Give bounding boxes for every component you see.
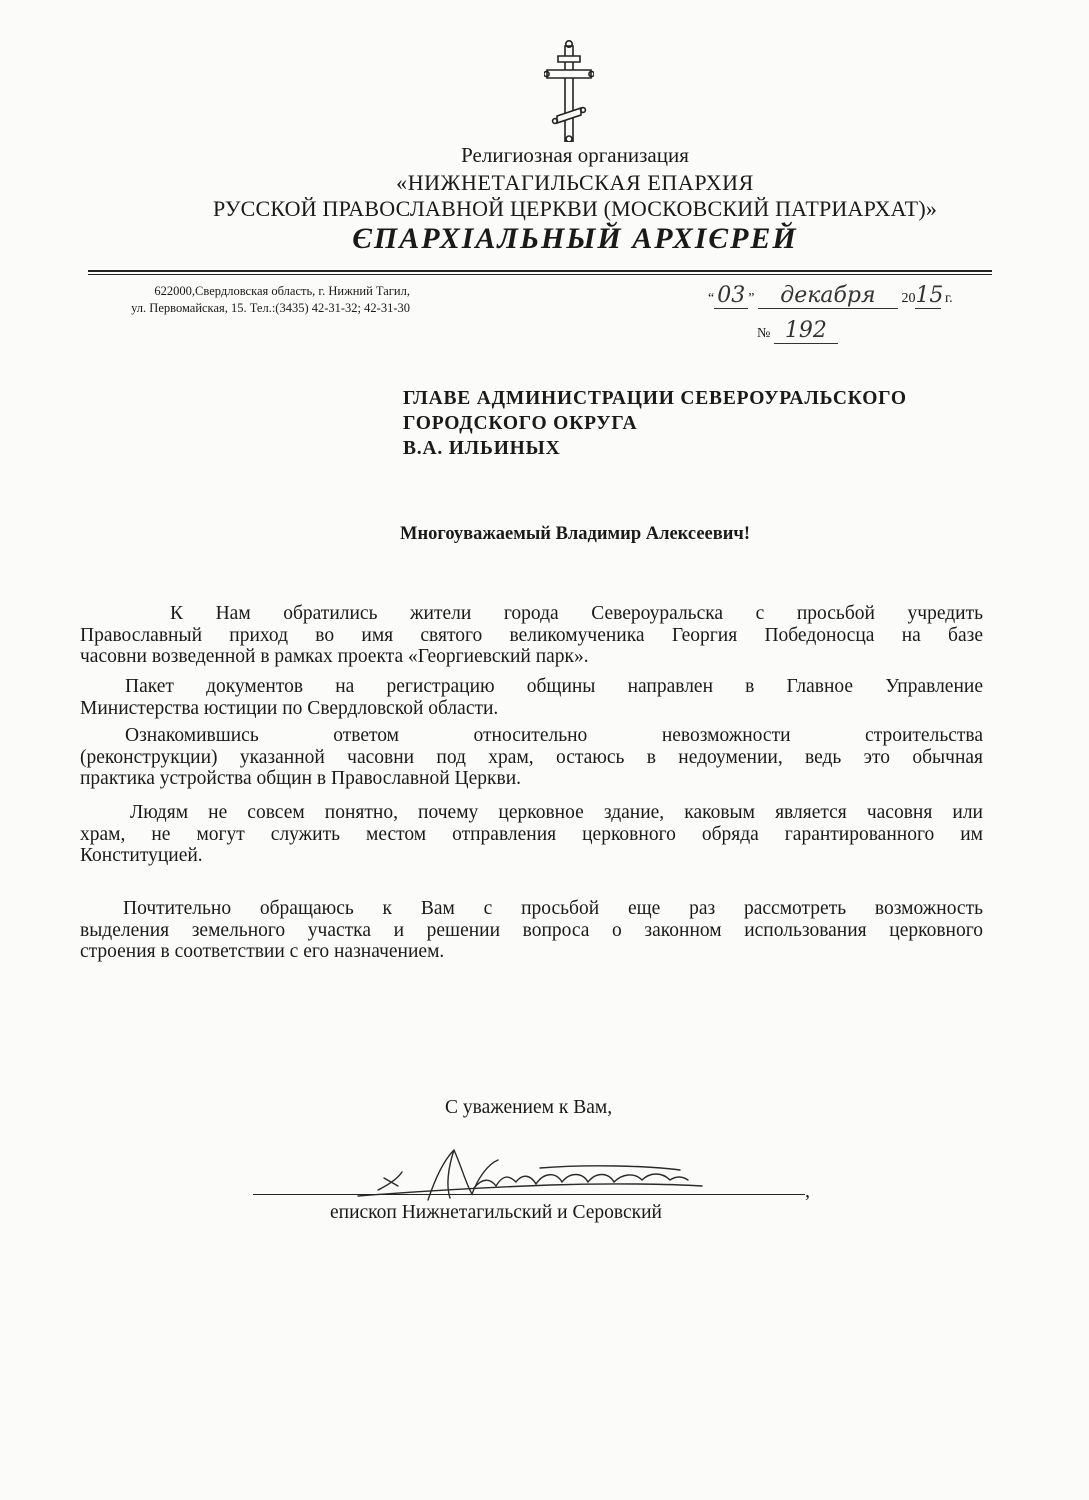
header-divider-thin <box>88 274 992 275</box>
letter-number <box>757 318 838 344</box>
number-label: № <box>757 326 771 341</box>
signer-title: епископ Нижнетагильский и Серовский <box>330 1202 662 1223</box>
paragraph-line: практика устройства общин в Православной Церкви. <box>80 768 522 789</box>
paragraph-line: Православный приход во имя святого великомученика Георгия Победоносца на базе <box>80 624 983 646</box>
paragraph-line: Почтительно обращаюсь к Вам с просьбой еще раз рассмотреть возможность <box>123 898 983 919</box>
date-year-suffix: 15 <box>915 283 944 308</box>
paragraph-3 <box>80 725 983 790</box>
address-line-2: ул. Первомайская, 15. Тел.:(3435) 42-31-32; 42-31-30 <box>131 301 410 315</box>
paragraph-4 <box>80 802 983 867</box>
paragraph-1 <box>80 603 983 668</box>
addressee-line-1: ГЛАВЕ АДМИНИСТРАЦИИ СЕВЕРОУРАЛЬСКОГО <box>403 388 907 409</box>
date-open-quote: “ <box>708 291 715 306</box>
letterhead-title: ЄПАРХІАЛЬНЫЙ АРХІЄРЕЙ <box>352 222 798 255</box>
handwritten-signature <box>350 1138 710 1208</box>
paragraph-line: часовни возведенной в рамках проекта «Георгиевский парк». <box>80 646 589 667</box>
paragraph-line: храм, не могут служить местом отправления церковного обряда гарантированного им <box>80 823 983 845</box>
paragraph-line: Министерства юстиции по Свердловской области. <box>80 697 499 719</box>
paragraph-line: Пакет документов на регистрацию общины направлен в Главное Управление <box>125 676 983 697</box>
paragraph-2 <box>80 676 983 719</box>
paragraph-line: Людям не совсем понятно, почему церковное здание, каковым является часовня или <box>130 802 983 823</box>
paragraph-line: Ознакомившись ответом относительно невозможности строительства <box>125 725 983 746</box>
org-name-line-2: РУССКОЙ ПРАВОСЛАВНОЙ ЦЕРКВИ (МОСКОВСКИЙ ПАТРИАРХАТ)» <box>212 196 938 221</box>
date-close-quote: ” <box>748 291 755 306</box>
org-name-line-1: «НИЖНЕТАГИЛЬСКАЯ ЕПАРХИЯ <box>396 170 754 195</box>
letter-date <box>708 283 998 309</box>
paragraph-line: строения в соответствии с его назначением. <box>80 941 445 962</box>
salutation: Многоуважаемый Владимир Алексеевич! <box>400 524 750 544</box>
addressee-line-3: В.А. ИЛЬИНЫХ <box>403 438 561 459</box>
number-value: 192 <box>774 318 838 344</box>
date-month: декабря <box>758 283 898 309</box>
addressee-line-2: ГОРОДСКОГО ОКРУГА <box>403 413 638 434</box>
org-type: Религиозная организация <box>461 143 689 167</box>
paragraph-line: (реконструкции) указанной часовни под храм, остаюсь в недоумении, ведь это обычная <box>80 746 983 768</box>
address-line-1: 622000,Свердловская область, г. Нижний Тагил, <box>154 284 410 298</box>
orthodox-cross-icon <box>544 40 594 142</box>
paragraph-line: К Нам обратились жители города Североуральска с просьбой учредить <box>170 603 983 624</box>
paragraph-5 <box>80 898 983 963</box>
signature-comma: , <box>805 1180 810 1202</box>
closing-phrase: С уважением к Вам, <box>445 1097 613 1118</box>
date-year-unit: г. <box>944 291 953 306</box>
paragraph-line: выделения земельного участка и решении вопроса о законном использования церковного <box>80 919 983 941</box>
paragraph-line: Конституцией. <box>80 845 203 866</box>
header-divider <box>88 270 992 272</box>
date-day: 03 <box>714 283 748 309</box>
signature-line <box>253 1194 805 1195</box>
date-year-prefix: 20 <box>901 291 916 306</box>
